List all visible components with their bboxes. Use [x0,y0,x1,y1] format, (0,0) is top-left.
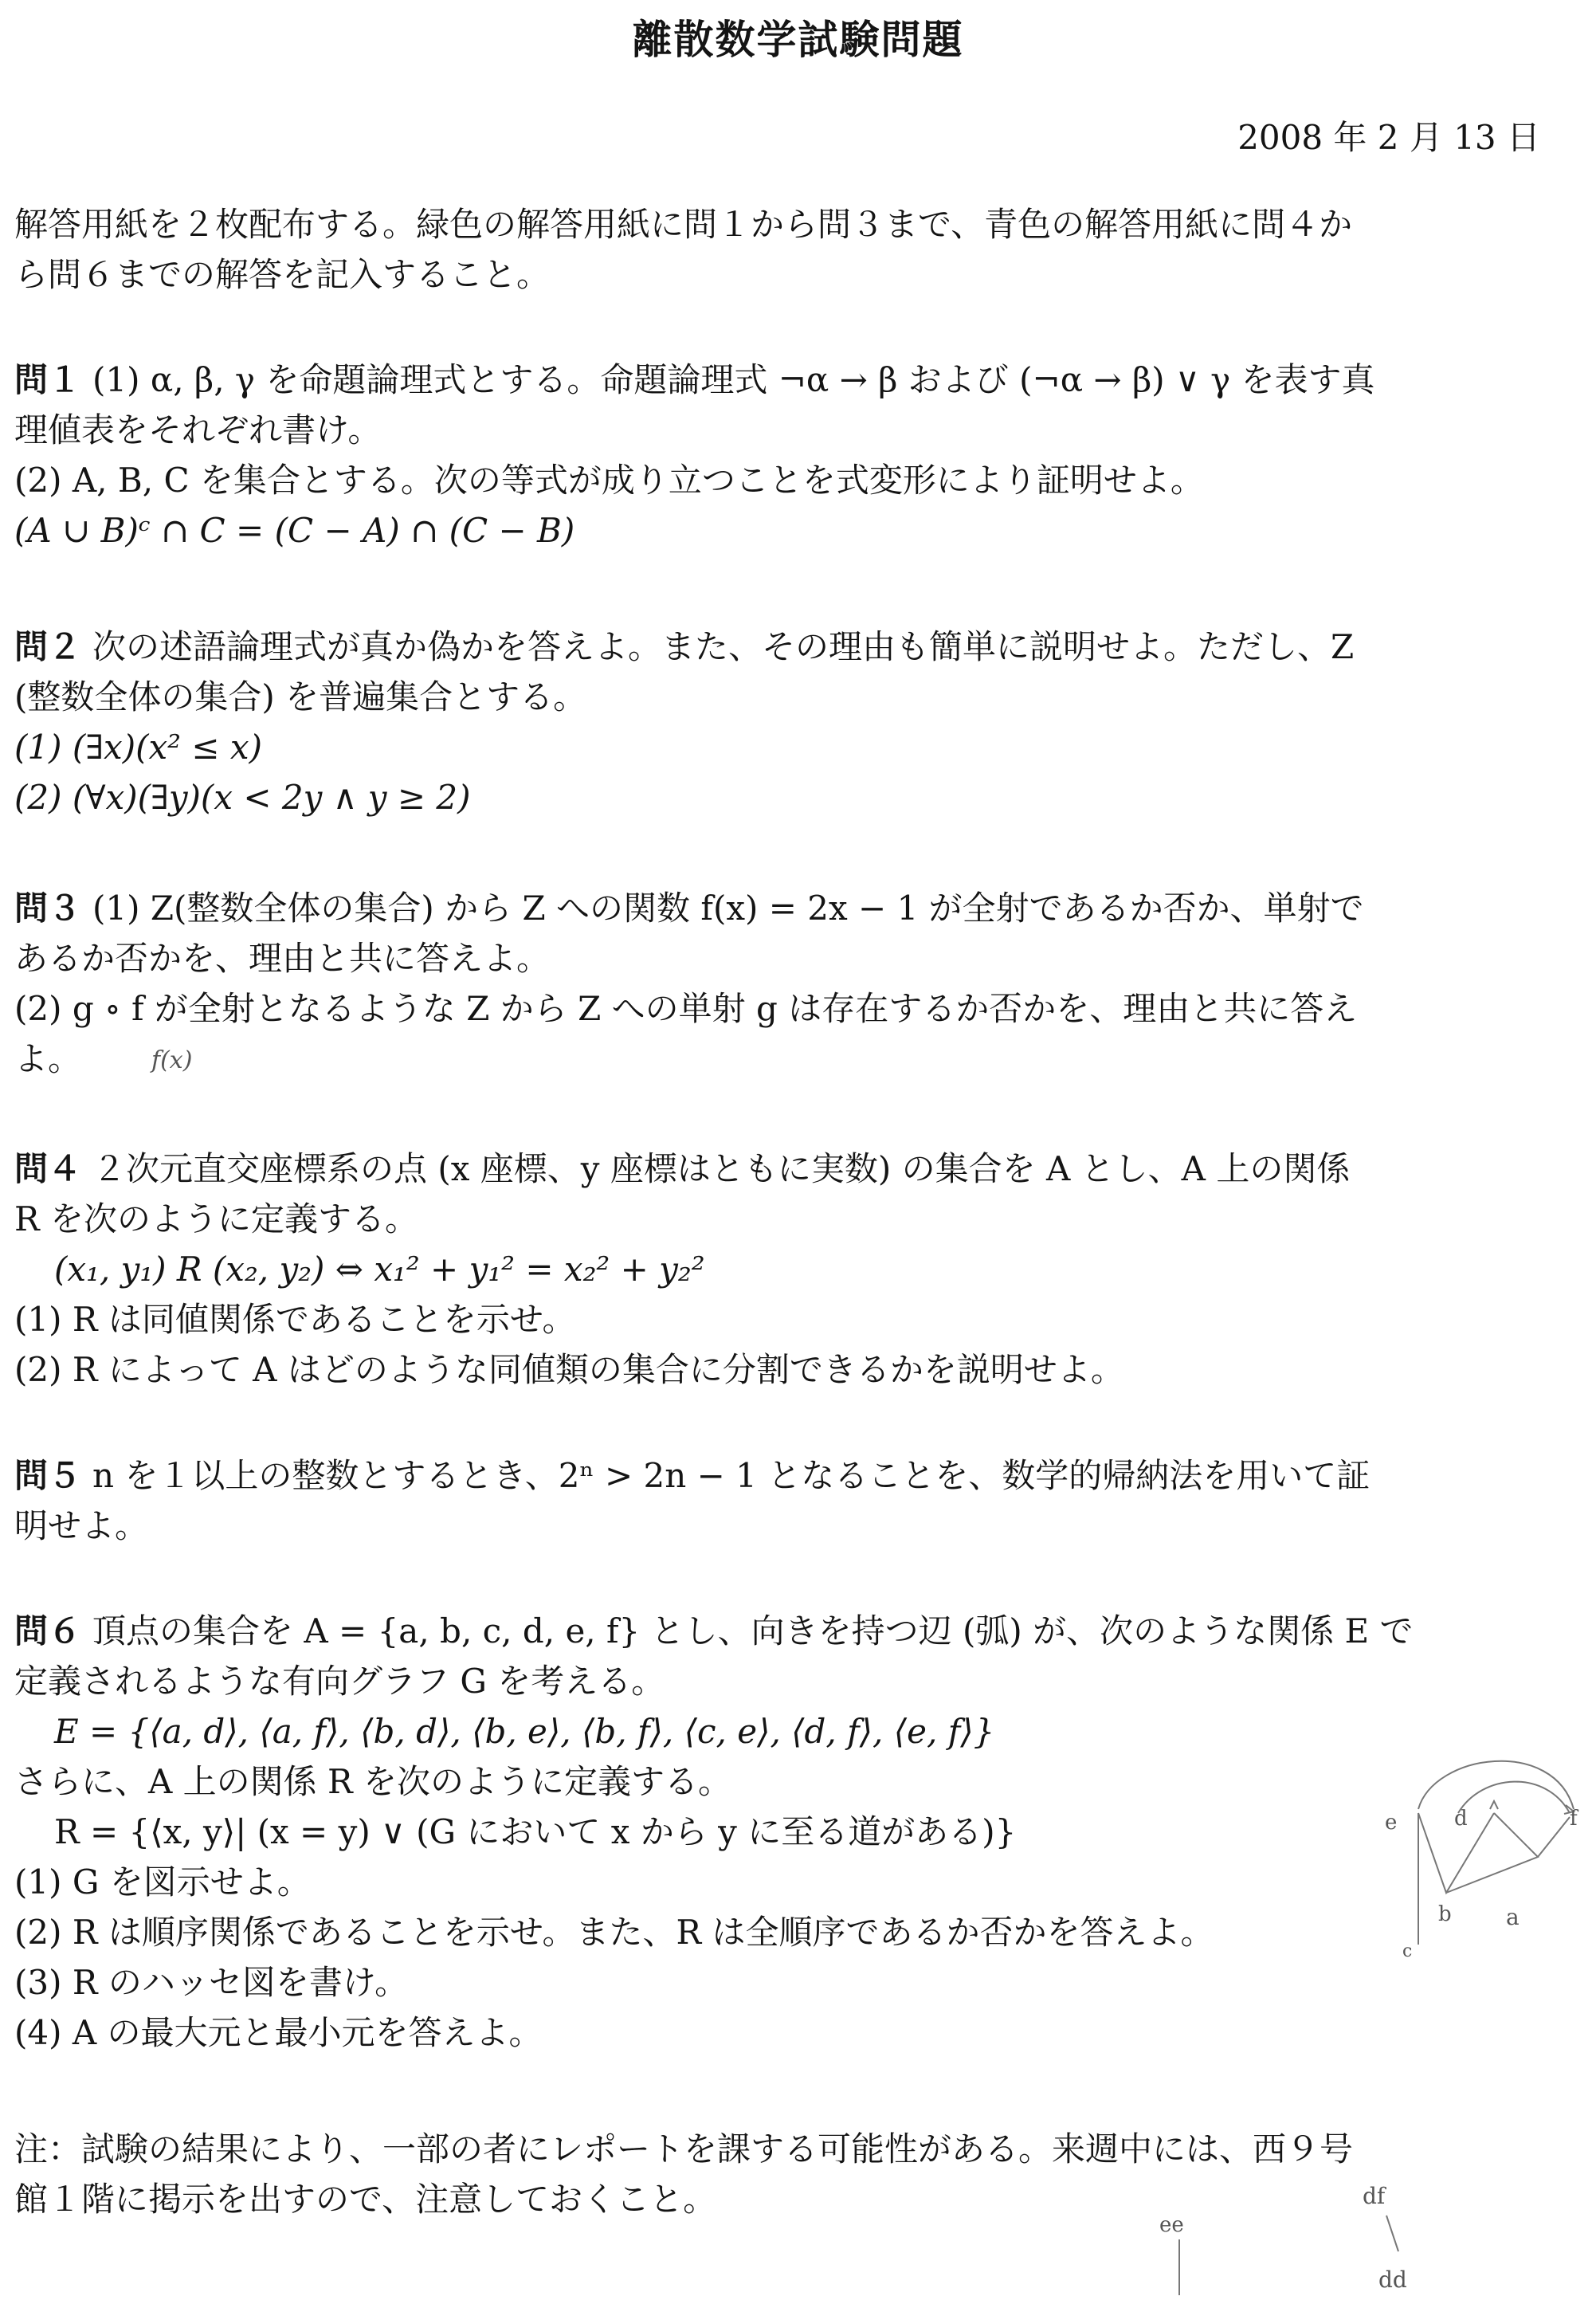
page-title: 離散数学試験問題 [632,17,964,63]
scribble-ee: ee [1159,2213,1184,2237]
handwritten-graph-sketch [1371,1737,1594,1960]
question-text: (整数全体の集合) を普遍集合とする。 [14,677,587,716]
question-text: (2) A, B, C を集合とする。次の等式が成り立つことを式変形により証明せよ。 [14,461,1204,500]
node-d: d [1454,1807,1468,1831]
question-text: (2) R は順序関係であることを示せ。また、R は全順序であるか否かを答えよ。 [14,1913,1214,1952]
handwritten-bottom-right [1355,2176,1442,2295]
question-text: R を次のように定義する。 [14,1199,418,1238]
question-label: 問６ [14,1611,82,1650]
question-text: (2) R によって A はどのような同値類の集合に分割できるかを説明せよ。 [14,1350,1124,1389]
node-e: e [1385,1811,1398,1835]
exam-date: 2008 年 2 月 13 日 [1237,118,1540,157]
formula: (2) (∀x)(∃y)(x < 2y ∧ y ≥ 2) [14,778,471,817]
equation: (A ∪ B)ᶜ ∩ C = (C − A) ∩ (C − B) [14,511,575,550]
question-text: さらに、A 上の関係 R を次のように定義する。 [14,1762,732,1801]
formula: (1) (∃x)(x² ≤ x) [14,728,262,767]
question-text: (1) Z(整数全体の集合) から Z への関数 f(x) = 2x − 1 が全射であるか否か、単射で [92,889,1364,928]
node-f: f [1570,1807,1578,1831]
scribble-text: f(x) [151,1046,193,1074]
node-b: b [1438,1902,1452,1926]
question-label: 問５ [14,1456,82,1495]
question-5 [14,1450,1552,1551]
handwritten-bottom-left [1147,2208,1219,2295]
question-text: n を１以上の整数とするとき、2ⁿ > 2n − 1 となることを、数学的帰納法を用いて証 [92,1456,1371,1495]
question-text: ２次元直交座標系の点 (x 座標、y 座標はともに実数) の集合を A とし、A 上の関係 [92,1149,1351,1188]
note-line: 館１階に掲示を出すので、注意しておくこと。 [14,2180,717,2219]
question-text: (4) A の最大元と最小元を答えよ。 [14,2013,543,2052]
node-a: a [1506,1904,1520,1930]
relation-definition: R = {⟨x, y⟩| (x = y) ∨ (G において x から y に至る道がある)} [54,1812,1017,1851]
question-text: (1) G を図示せよ。 [14,1862,311,1902]
scribble-dd: dd [1378,2267,1407,2293]
instruction-line: 解答用紙を２枚配布する。緑色の解答用紙に問１から問３まで、青色の解答用紙に問４か [14,205,1353,244]
instructions [14,199,1552,300]
question-text: 明せよ。 [14,1506,149,1545]
node-c: c [1402,1941,1413,1960]
question-text: (3) R のハッセ図を書け。 [14,1963,409,2002]
question-1 [14,355,1552,555]
question-label: 問４ [14,1149,82,1188]
question-text: (2) g ∘ f が全射となるような Z から Z への単射 g は存在するか否かを、理由と共に答え [14,989,1358,1028]
question-label: 問１ [14,360,82,399]
instruction-line: ら問６までの解答を記入すること。 [14,255,551,294]
note [14,2124,1552,2224]
question-text: よ。 [14,1039,82,1078]
note-line: 注：試験の結果により、一部の者にレポートを課する可能性がある。来週中には、西９号 [14,2129,1354,2169]
question-2 [14,622,1552,822]
question-label: 問３ [14,889,82,928]
question-text: 定義されるような有向グラフ G を考える。 [14,1662,665,1701]
question-text: あるか否かを、理由と共に答えよ。 [14,939,551,978]
question-6 [14,1606,1552,2058]
question-text: (1) R は同値関係であることを示せ。 [14,1300,576,1339]
edge-set: E = {⟨a, d⟩, ⟨a, f⟩, ⟨b, d⟩, ⟨b, e⟩, ⟨b, f⟩, ⟨c, e⟩, ⟨d, f⟩, ⟨e, f⟩} [54,1712,995,1751]
scribble-df: df [1363,2183,1386,2209]
question-text: (1) α, β, γ を命題論理式とする。命題論理式 ¬α → β および (¬α → β) ∨ γ を表す真 [92,360,1375,399]
question-text: 次の述語論理式が真か偽かを答えよ。また、その理由も簡単に説明せよ。ただし、Z [92,627,1355,666]
question-text: 頂点の集合を A = {a, b, c, d, e, f} とし、向きを持つ辺 (弧) が、次のような関係 E で [92,1611,1414,1650]
question-3 [14,883,1552,1084]
handwritten-scribble [147,1036,235,1084]
question-text: 理値表をそれぞれ書け。 [14,410,382,449]
question-label: 問２ [14,627,82,666]
question-4 [14,1144,1552,1395]
relation-definition: (x₁, y₁) R (x₂, y₂) ⇔ x₁² + y₁² = x₂² + y₂² [54,1250,705,1289]
